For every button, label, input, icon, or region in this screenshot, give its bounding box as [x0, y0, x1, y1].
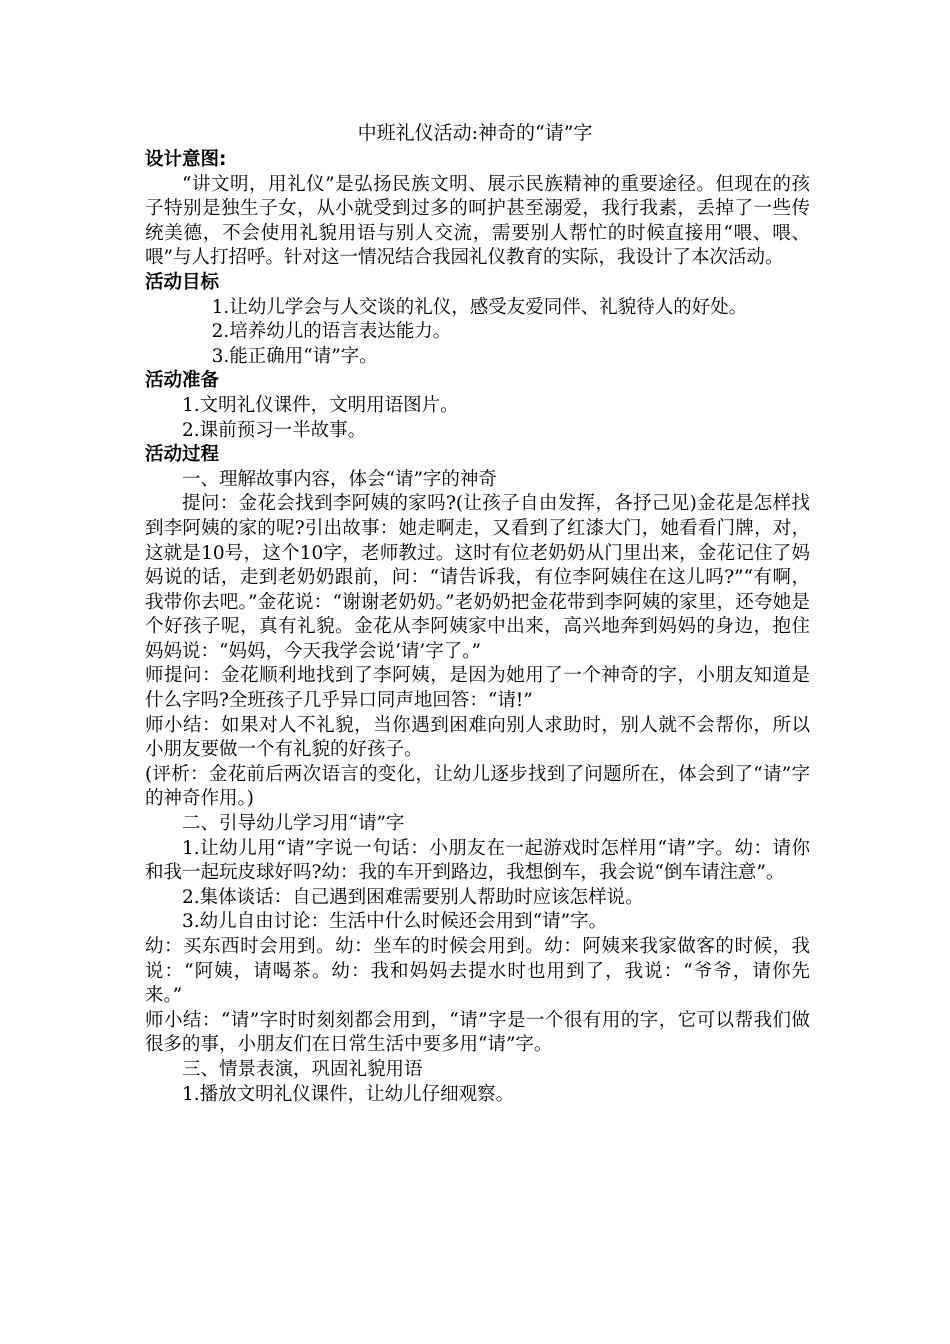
- part2-title: 二、引导幼儿学习用“请”字: [182, 813, 405, 835]
- part2-item-1: 1.让幼儿用“请”字说一句话：小朋友在一起游戏时怎样用“请”字。幼：请你和我一起玩皮球好吗?幼：我的车开到路边，我想倒车，我会说“倒车请注意”。: [145, 837, 810, 884]
- process-heading: 活动过程: [145, 444, 220, 466]
- prep-item-1: 1.文明礼仪课件，文明用语图片。: [182, 394, 459, 416]
- part2-item-2: 2.集体谈话：自己遇到困难需要别人帮助时应该怎样说。: [182, 886, 644, 908]
- part1-title: 一、理解故事内容，体会“请”字的神奇: [182, 468, 497, 490]
- part1-comment: (评析：金花前后两次语言的变化，让幼儿逐步找到了问题所在，体会到了“请”字的神奇作用。): [145, 763, 810, 810]
- part1-story: 提问：金花会找到李阿姨的家吗?(让孩子自由发挥，各抒己见)金花是怎样找到李阿姨的家的呢?引出故事：她走啊走，又看到了红漆大门，她看看门牌，对，这就是10号，这个10字，老师教过。这时有位老奶奶从门里出来，金花记住了妈妈说的话，走到老奶奶跟前，问：“请告诉我，有位李阿姨住在这儿吗?”“有啊，我带你去吧。”金花说：“谢谢老奶奶。”老奶奶把金花带到李阿姨的家里，还夸她是个好孩子呢，真有礼貌。金花从李阿姨家中出来，高兴地奔到妈妈的身边，抱住妈妈说：“妈妈，今天我学会说‘请’字了。”: [145, 493, 810, 662]
- document-title: 中班礼仪活动:神奇的“请”字: [357, 122, 593, 144]
- document-body: [145, 148, 810, 1107]
- part2-item-3: 3.幼儿自由讨论：生活中什么时候还会用到“请”字。: [182, 911, 608, 933]
- part2-summary: 师小结：“请”字时时刻刻都会用到，“请”字是一个很有用的字，它可以帮我们做很多的事，小朋友们在日常生活中要多用“请”字。: [145, 1009, 810, 1056]
- design-heading: 设计意图:: [145, 149, 227, 170]
- part3-title: 三、情景表演，巩固礼貌用语: [182, 1058, 423, 1080]
- part3-item-1: 1.播放文明礼仪课件，让幼儿仔细观察。: [182, 1083, 515, 1105]
- goal-item-1: 1.让幼儿学会与人交谈的礼仪，感受友爱同伴、礼貌待人的好处。: [211, 296, 748, 318]
- goals-heading: 活动目标: [145, 271, 220, 293]
- part1-summary: 师小结：如果对人不礼貌，当你遇到困难向别人求助时，别人就不会帮你，所以小朋友要做一个有礼貌的好孩子。: [145, 714, 810, 761]
- prep-item-2: 2.课前预习一半故事。: [182, 419, 367, 441]
- part2-answers: 幼：买东西时会用到。幼：坐车的时候会用到。幼：阿姨来我家做客的时候，我说：“阿姨，请喝茶。幼：我和妈妈去提水时也用到了，我说：“爷爷，请你先来。”: [145, 936, 810, 1007]
- goal-item-2: 2.培养幼儿的语言表达能力。: [211, 321, 452, 343]
- part1-teacher-question: 师提问：金花顺利地找到了李阿姨，是因为她用了一个神奇的字，小朋友知道是什么字吗?全班孩子几乎异口同声地回答：“请!”: [145, 665, 810, 712]
- goal-item-3: 3.能正确用“请”字。: [211, 345, 378, 367]
- design-paragraph: “讲文明，用礼仪”是弘扬民族文明、展示民族精神的重要途径。但现在的孩子特别是独生子女，从小就受到过多的呵护甚至溺爱，我行我素，丢掉了一些传统美德，不会使用礼貌用语与别人交流，需要别人帮忙的时候直接用“喂、喂、喂”与人打招呼。针对这一情况结合我园礼仪教育的实际，我设计了本次活动。: [145, 173, 810, 269]
- prep-heading: 活动准备: [145, 370, 220, 392]
